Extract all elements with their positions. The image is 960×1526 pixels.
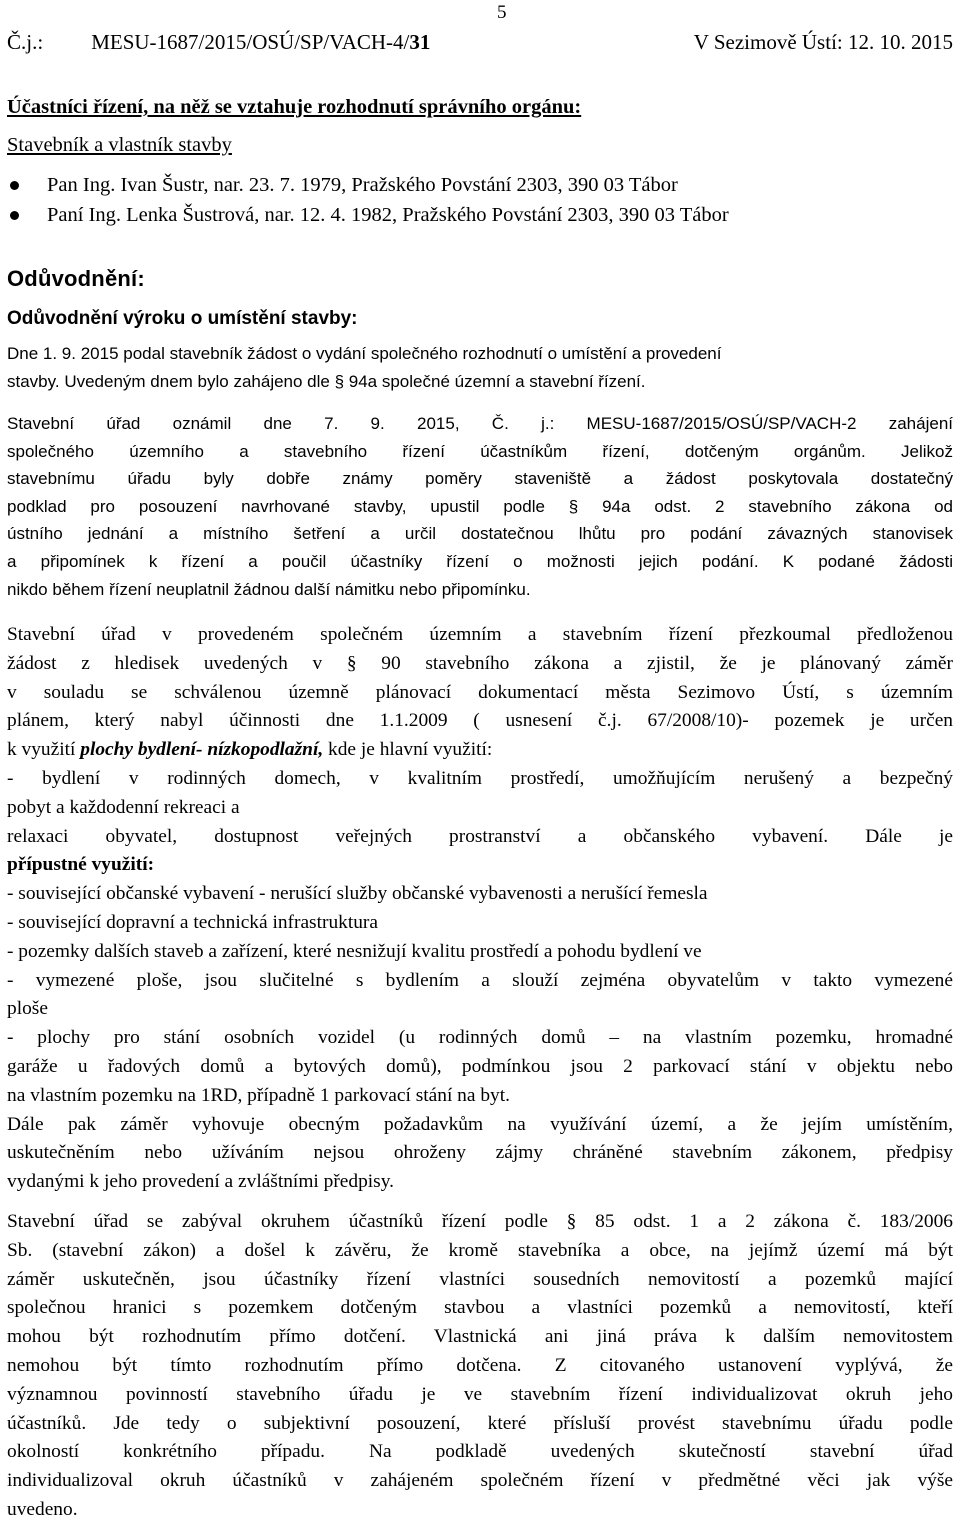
place-date: V Sezimově Ústí: 12. 10. 2015 [693,30,953,54]
ref-number: MESU-1687/2015/OSÚ/SP/VACH-4/ [91,30,410,54]
section-subtitle: Odůvodnění výroku o umístění stavby: [7,308,358,329]
paragraph-notice: Stavební úřad oznámil dne 7. 9. 2015, Č. j.: MESU-1687/2015/OSÚ/SP/VACH-2 zahájení společného územního a stavebního řízení účastníkům řízení, dotčeným orgánům. Jelikož stavebnímu úřadu byly dobře známy poměry staveniště a žádost poskytovala dostatečný podklad pro posouzení navrhované stavby, upustil podle § 94a odst. 2 stavebního zákona od ústního jednání a místního šetření a určil dostatečnou lhůtu pro podání závazných stanovisek a připomínek k řízení a poučil účastníky řízení o možnosti jejich podání. K podané žádosti nikdo během řízení neuplatnil žádnou další námitku nebo připomínku. [7,414,953,599]
participants-heading: Účastníci řízení, na něž se vztahuje rozhodnutí správního orgánu: [7,96,582,118]
paragraph-review: Stavební úřad v provedeném společném územním a stavebním řízení přezkoumal předloženou žádost z hledisek uvedených v § 90 stavebního zákona a zjistil, že je plánovaný záměr v souladu se schválenou územně plánovací dokumentací města Sezimovo Ústí, s územním plánem, který nabyl účinnosti dne 1.1.2009 ( usnesení č.j. 67/2008/10)- pozemek je určen k využití plochy bydlení- nízkopodlažní, kde je hlavní využití: - bydlení v rodinných domech, v kvalitním prostředí, umožňujícím nerušený a bezpečný pobyt a každodenní rekreaci a relaxaci obyvatel, dostupnost veřejných prostranství a občanského vybavení. Dále je přípustné využití: - související občanské vybavení - nerušící služby občanské vybavenosti a nerušící řemesla - související dopravní a technická infrastruktura - pozemky dalších staveb a zařízení, které nesnižují kvalitu prostředí a pohodu bydlení ve - vymezené ploše, jsou slučitelné s bydlením a slouží zejména obyvatelům v takto vymezené ploše - plochy pro stání osobních vozidel (u rodinných domů – na vlastním pozemku, hromadné garáže u řadových domů a bytových domů), podmínkou jsou 2 parkovací stání v objektu nebo na vlastním pozemku na 1RD, případně 1 parkovací stání na byt. Dále pak záměr vyhovuje obecným požadavkům na využívání území, a že jejím umístěním, uskutečněním nebo užíváním nejsou ohroženy zájmy chráněné stavebním zákonem, předpisy vydanými k jeho provedení a zvláštními předpisy. [7,624,953,1193]
page-number: 5 [497,2,507,23]
land-use-line: k využití plochy bydlení- nízkopodlažní, kde je hlavní využití: [7,739,493,761]
list-item: Paní Ing. Lenka Šustrová, nar. 12. 4. 1982, Pražského Povstání 2303, 390 03 Tábor [7,200,953,230]
list-item: Pan Ing. Ivan Šustr, nar. 23. 7. 1979, Pražského Povstání 2303, 390 03 Tábor [7,170,953,200]
paragraph-participants: Stavební úřad se zabýval okruhem účastníků řízení podle § 85 odst. 1 a 2 zákona č. 183/2006 Sb. (stavební zákon) a došel k závěru, že kromě stavebníka a obce, na jejímž území má být záměr uskutečněn, jsou účastníky řízení vlastníci sousedních nemovitostí a pozemků mající společnou hranici s pozemkem dotčeným stavbou a vlastníci pozemků a nemovitostí, kteří mohou být rozhodnutím přímo dotčení. Vlastnická ani jiná práva k dalším nemovitostem nemohou být tímto rozhodnutím přímo dotčena. Z citovaného ustanovení vyplývá, že významnou povinností stavebního úřadu je ve stavebním řízení individualizovat okruh jeho účastníků. Jde tedy o subjektivní posouzení, které přísluší provést stavebnímu úřadu podle okolností konkrétního případu. Na podkladě uvedených skutečností stavební úřad individualizoval okruh účastníků v zahájeném společném řízení v předmětné věci jak výše uvedeno. [7,1211,953,1520]
ref-prefix: Č.j.: [7,30,44,54]
reference-number [7,29,430,55]
participants-list [7,170,953,230]
ref-number-bold: 31 [409,30,431,54]
section-title: Odůvodnění: [7,266,145,291]
participants-subheading: Stavebník a vlastník stavby [7,134,232,156]
bullet-icon [10,211,19,220]
bullet-icon [10,181,19,190]
paragraph-application: Dne 1. 9. 2015 podal stavebník žádost o vydání společného rozhodnutí o umístění a provedení stavby. Uvedeným dnem bylo zahájeno dle § 94a společné územní a stavební řízení. [7,344,722,391]
